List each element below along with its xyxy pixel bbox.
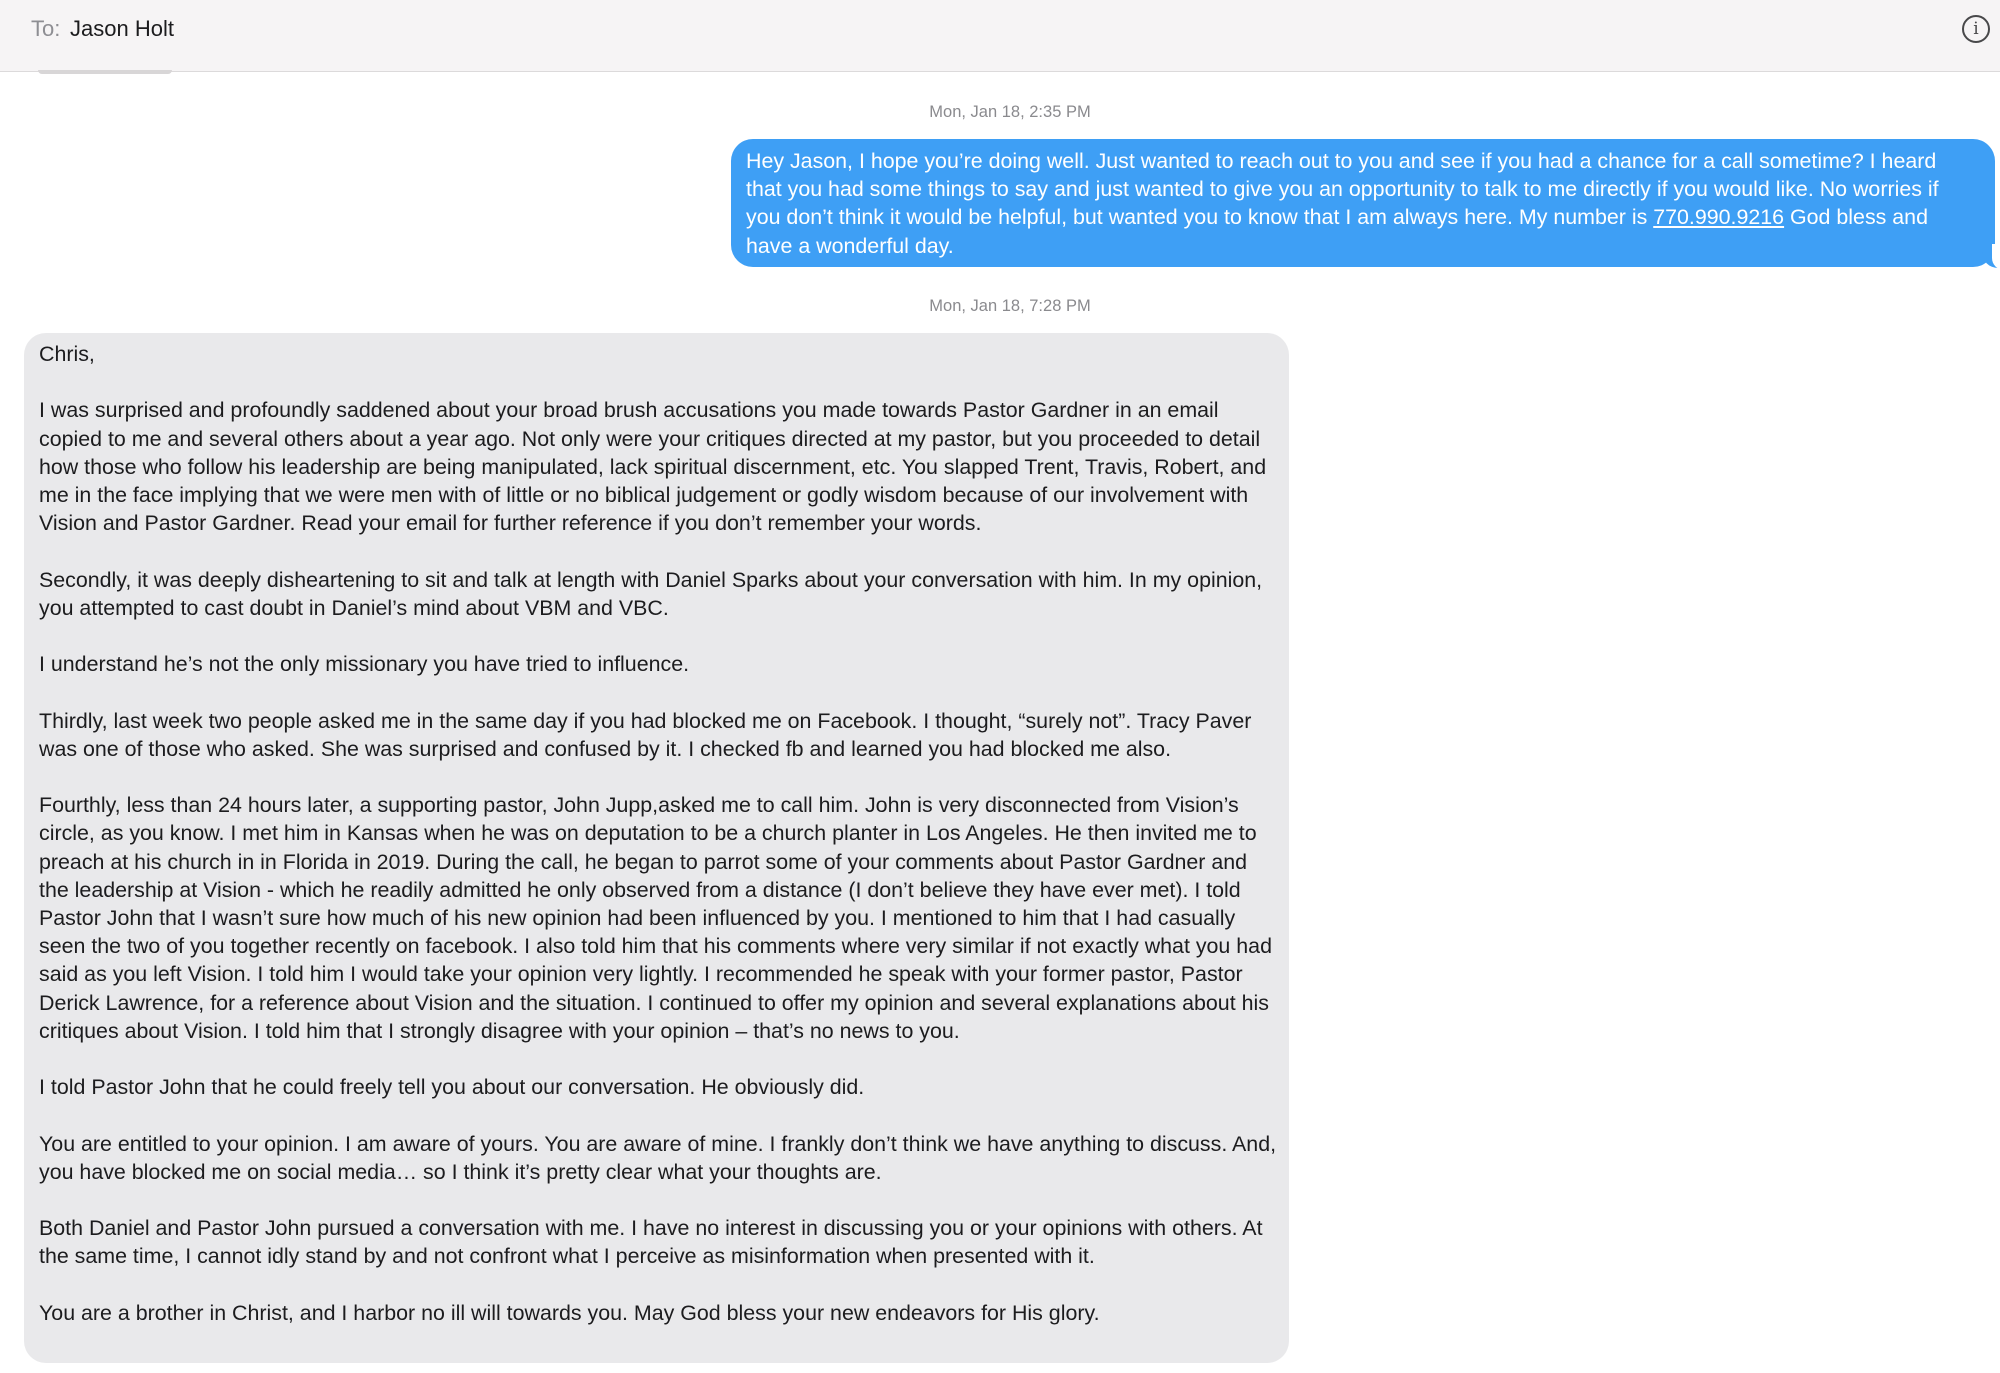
recipient-name[interactable]: Jason Holt <box>70 16 174 41</box>
info-icon[interactable]: i <box>1962 15 1990 43</box>
message-paragraph: I was surprised and profoundly saddened about your broad brush accusations you made towards Pastor Gardner in an email copied to me and several others about a year ago. Not only were your critiques directed at my pastor, but you proceeded to detail how those who follow his leadership are being manipulated, lack spiritual discernment, etc. You slapped Trent, Travis, Robert, and me in the face implying that we were men with of little or no biblical judgement or godly wisdom because of our involvement with Vision and Pastor Gardner. Read your email for further reference if you don’t remember your words. <box>39 398 1267 536</box>
message-paragraph: Thirdly, last week two people asked me in the same day if you had blocked me on Facebook. I thought, “surely not”. Tracy Paver was one of those who asked. She was surprised and confused by it. I checked fb and learned you had blocked me also. <box>39 708 1252 761</box>
message-paragraph: I understand he’s not the only missionary you have tried to influence. <box>39 652 690 677</box>
outgoing-message-text: Hey Jason, I hope you’re doing well. Just wanted to reach out to you and see if you had a chance for a call sometime? I heard that you had some things to say and just wanted to give you an opportunity to talk to me directly if you would like. No worries if you don’t think it would be helpful, but wanted you to know that I am always here. My number is <box>746 149 1939 230</box>
conversation-header <box>0 0 2000 72</box>
message-paragraph: You are a brother in Christ, and I harbor no ill will towards you. May God bless your new endeavors for His glory. <box>39 1300 1100 1325</box>
message-paragraph: You are entitled to your opinion. I am aware of yours. You are aware of mine. I frankly don’t think we have anything to discuss. And, you have blocked me on social media… so I think it’s pretty clear what your thoughts are. <box>39 1131 1277 1184</box>
message-paragraph: Both Daniel and Pastor John pursued a conversation with me. I have no interest in discussing you or your opinions with others. At the same time, I cannot idly stand by and not confront what I perceive as misinformation when presented with it. <box>39 1216 1263 1269</box>
message-timestamp: Mon, Jan 18, 2:35 PM <box>929 103 1091 121</box>
message-paragraph: Secondly, it was deeply disheartening to sit and talk at length with Daniel Sparks about your conversation with him. In my opinion, you attempted to cast doubt in Daniel’s mind about VBM and VBC. <box>39 567 1263 620</box>
message-paragraph: Chris, <box>39 342 95 366</box>
to-label: To: <box>31 16 61 41</box>
message-paragraph: I told Pastor John that he could freely tell you about our conversation. He obviously did. <box>39 1075 865 1100</box>
message-timestamp: Mon, Jan 18, 7:28 PM <box>929 297 1091 315</box>
phone-number-link[interactable]: 770.990.9216 <box>1653 205 1785 230</box>
outgoing-message-text-end: God bless and have a wonderful day. <box>746 205 1928 258</box>
incoming-message-bubble[interactable] <box>24 333 1289 1363</box>
outgoing-message-bubble[interactable] <box>731 139 1995 267</box>
message-paragraph: Fourthly, less than 24 hours later, a supporting pastor, John Jupp,asked me to call him. John is very disconnected from Vision’s circle, as you know. I met him in Kansas when he was on deputation to be a church planter in Los Angeles. He then invited me to preach at his church in in Florida in 2019. During the call, he began to parrot some of your comments about Pastor Gardner and the leadership at Vision - which he readily admitted he only observed from a distance (I don’t believe they have ever met). I told Pastor John that I wasn’t sure how much of his new opinion had been influenced by you. I mentioned to him that I had casually seen the two of you together recently on facebook. I also told him that his comments where very similar if not exactly what you had said as you left Vision. I told him I would take your opinion very lightly. I recommended he speak with your former pastor, Pastor Derick Lawrence, for a reference about Vision and the situation. I continued to offer my opinion and several explanations about his critiques about Vision. I told him that I strongly disagree with your opinion – that’s no news to you. <box>39 793 1272 1043</box>
header-tab-indicator <box>38 70 172 74</box>
